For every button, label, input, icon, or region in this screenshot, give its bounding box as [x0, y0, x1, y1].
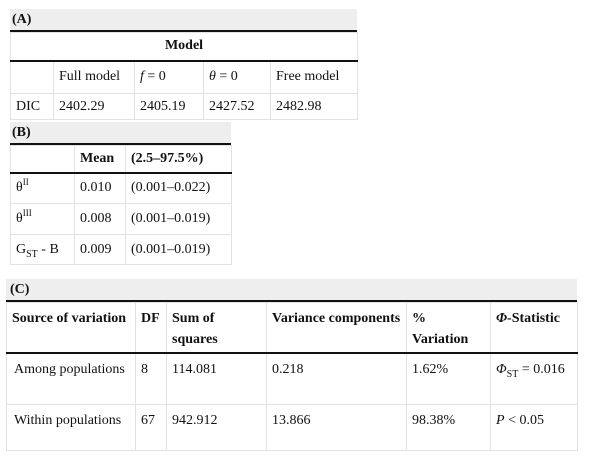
interval-value: (0.001–0.022)	[126, 173, 232, 204]
estimates-table	[10, 145, 232, 265]
ss-value: 114.081	[167, 353, 267, 405]
mean-value: 0.009	[75, 235, 126, 265]
df-value: 67	[136, 405, 167, 451]
panel-b-label: (B)	[10, 122, 231, 145]
col-header-free-model: Free model	[271, 61, 358, 94]
row-label-theta-ii: $\theta^{II}$	[11, 173, 75, 204]
amova-table	[6, 302, 578, 451]
panel-b	[10, 122, 231, 265]
col-header-sum-of-squares: Sum of squares	[167, 303, 267, 353]
panel-c	[6, 279, 577, 451]
source-within-populations: Within populations	[7, 405, 136, 451]
model-comparison-table	[10, 32, 358, 120]
col-header-full-model: Full model	[54, 61, 135, 94]
row-label-dic: DIC	[11, 94, 54, 120]
mean-value: 0.010	[75, 173, 126, 204]
empty-cell	[11, 61, 54, 94]
empty-cell	[11, 146, 75, 173]
vc-value: 0.218	[267, 353, 407, 405]
interval-value: (0.001–0.019)	[126, 204, 232, 235]
dic-f-zero: 2405.19	[135, 94, 204, 120]
col-header-df: DF	[136, 303, 167, 353]
row-label-theta-iii: $\theta^{III}$	[11, 204, 75, 235]
mean-value: 0.008	[75, 204, 126, 235]
ss-value: 942.912	[167, 405, 267, 451]
p-value: P < 0.05	[491, 405, 578, 451]
panel-a	[10, 9, 357, 120]
col-header-interval: (2.5–97.5%)	[126, 146, 232, 173]
pct-variation-value: 1.62%	[407, 353, 491, 405]
panel-c-label: (C)	[6, 279, 577, 302]
source-among-populations: Among populations	[7, 353, 136, 405]
col-header-mean: Mean	[75, 146, 126, 173]
vc-value: 13.866	[267, 405, 407, 451]
col-header-f-zero: f = 0	[135, 61, 204, 94]
model-group-header: Model	[11, 33, 358, 61]
pct-variation-value: 98.38%	[407, 405, 491, 451]
dic-full-model: 2402.29	[54, 94, 135, 120]
dic-free-model: 2482.98	[271, 94, 358, 120]
row-label-gst-b: $G_{ST}$ - B	[11, 235, 75, 265]
df-value: 8	[136, 353, 167, 405]
col-header-variance-components: Variance components	[267, 303, 407, 353]
interval-value: (0.001–0.019)	[126, 235, 232, 265]
col-header-source: Source of variation	[7, 303, 136, 353]
col-header-percent-variation: % Variation	[407, 303, 491, 353]
dic-theta-zero: 2427.52	[204, 94, 271, 120]
panel-a-label: (A)	[10, 9, 357, 32]
col-header-phi-statistic: Φ-Statistic	[491, 303, 578, 353]
phi-st-value: $\Phi_{ST} = 0.016$	[491, 353, 578, 405]
col-header-theta-zero: θ = 0	[204, 61, 271, 94]
